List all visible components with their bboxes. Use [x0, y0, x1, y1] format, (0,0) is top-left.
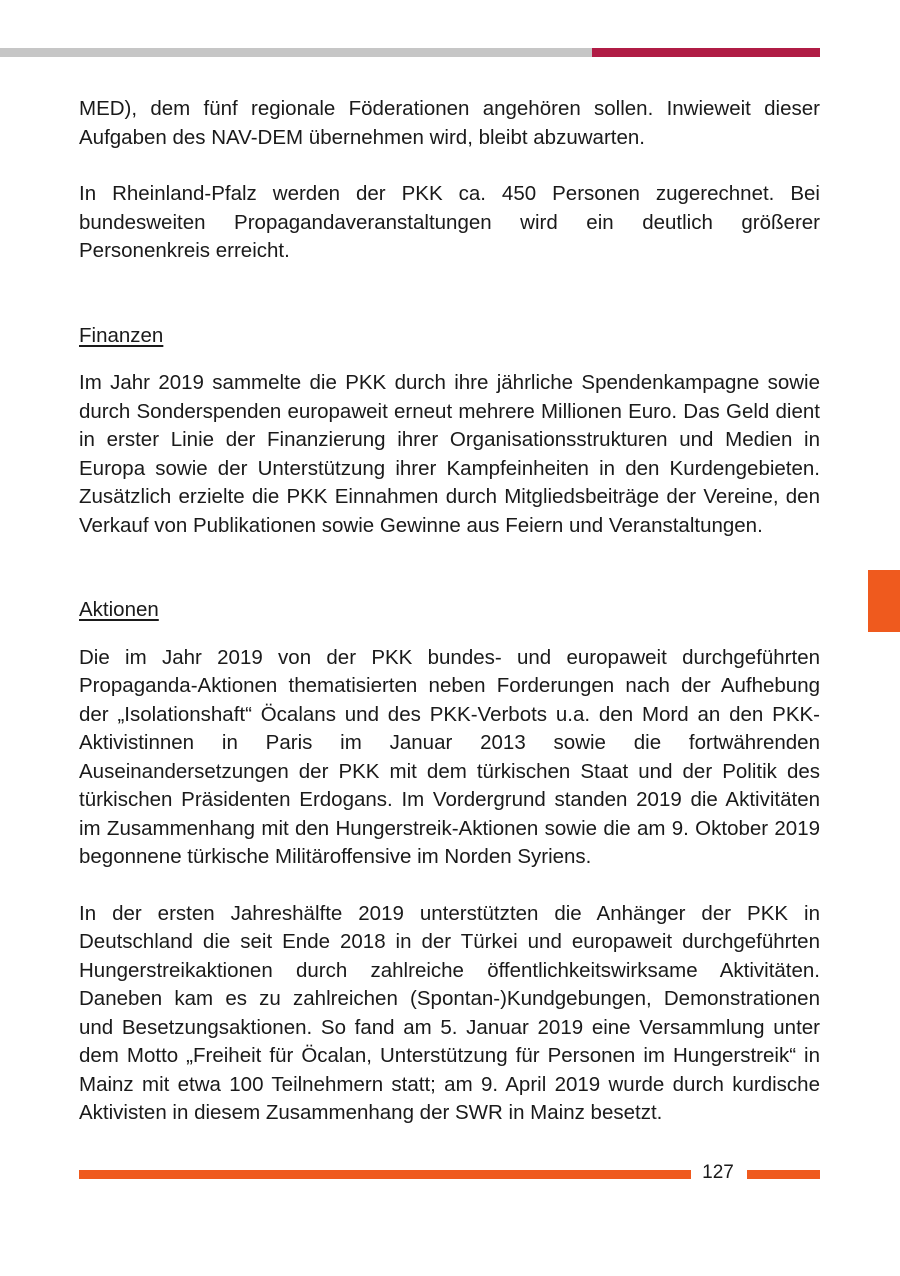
chapter-side-tab [868, 570, 900, 632]
footer-rule-right [747, 1170, 820, 1179]
paragraph-rheinland-pfalz: In Rheinland-Pfalz werden der PKK ca. 450 Personen zugerechnet. Bei bundesweiten Propagandaveranstaltungen wird ein deutlich größerer Personenkreis erreicht. [79, 182, 820, 262]
paragraph-nav-dem: MED), dem fünf regionale Föderationen angehören sollen. Inwieweit dieser Aufgaben des NAV-DEM übernehmen wird, bleibt abzuwarten. [79, 97, 820, 149]
paragraph-aktionen-1: Die im Jahr 2019 von der PKK bundes- und europaweit durchgeführten Propaganda-Aktionen thematisierten neben Forderungen nach der Aufhebung der „Isolationshaft“ Öcalans und des PKK-Verbots u.a. den Mord an den PKK-Aktivistinnen in Paris im Januar 2013 sowie die fortwährenden Auseinandersetzungen der PKK mit dem türkischen Staat und der Politik des türkischen Präsidenten Erdogans. Im Vordergrund standen 2019 die Aktivitäten im Zusammenhang mit den Hungerstreik-Aktionen sowie die am 9. Oktober 2019 begonnene türkische Militäroffensive im Norden Syriens. [79, 645, 820, 868]
header-rule-grey [0, 48, 592, 57]
paragraph-aktionen-2: In der ersten Jahreshälfte 2019 unterstützten die Anhänger der PKK in Deutschland die seit Ende 2018 in der Türkei und europaweit durchgeführten Hungerstreikaktionen durch zahlreiche öffentlichkeitswirksame Aktivitäten. Daneben kam es zu zahlreichen (Spontan-)Kundgebungen, Demonstrationen und Besetzungsaktionen. So fand am 5. Januar 2019 eine Versammlung unter dem Motto „Freiheit für Öcalan, Unterstützung für Personen im Hungerstreik“ in Mainz mit etwa 100 Teilnehmern statt; am 9. April 2019 wurde durch kurdische Aktivisten in diesem Zusammenhang der SWR in Mainz besetzt. [79, 901, 820, 1124]
page-number: 127 [702, 1162, 734, 1183]
section-heading-aktionen: Aktionen [79, 598, 159, 621]
header-rule-accent [592, 48, 820, 57]
page-body [79, 95, 820, 1128]
paragraph-finanzen: Im Jahr 2019 sammelte die PKK durch ihre jährliche Spendenkampagne sowie durch Sonderspenden europaweit erneut mehrere Millionen Euro. Das Geld dient in erster Linie der Finanzierung ihrer Organisationsstrukturen und Medien in Europa sowie der Unterstützung ihrer Kampfeinheiten in den Kurdengebieten. Zusätzlich erzielte die PKK Einnahmen durch Mitgliedsbeiträge der Vereine, den Verkauf von Publikationen sowie Gewinne aus Feiern und Veranstaltungen. [79, 371, 820, 537]
footer-rule-left [79, 1170, 691, 1179]
section-heading-finanzen: Finanzen [79, 323, 164, 347]
